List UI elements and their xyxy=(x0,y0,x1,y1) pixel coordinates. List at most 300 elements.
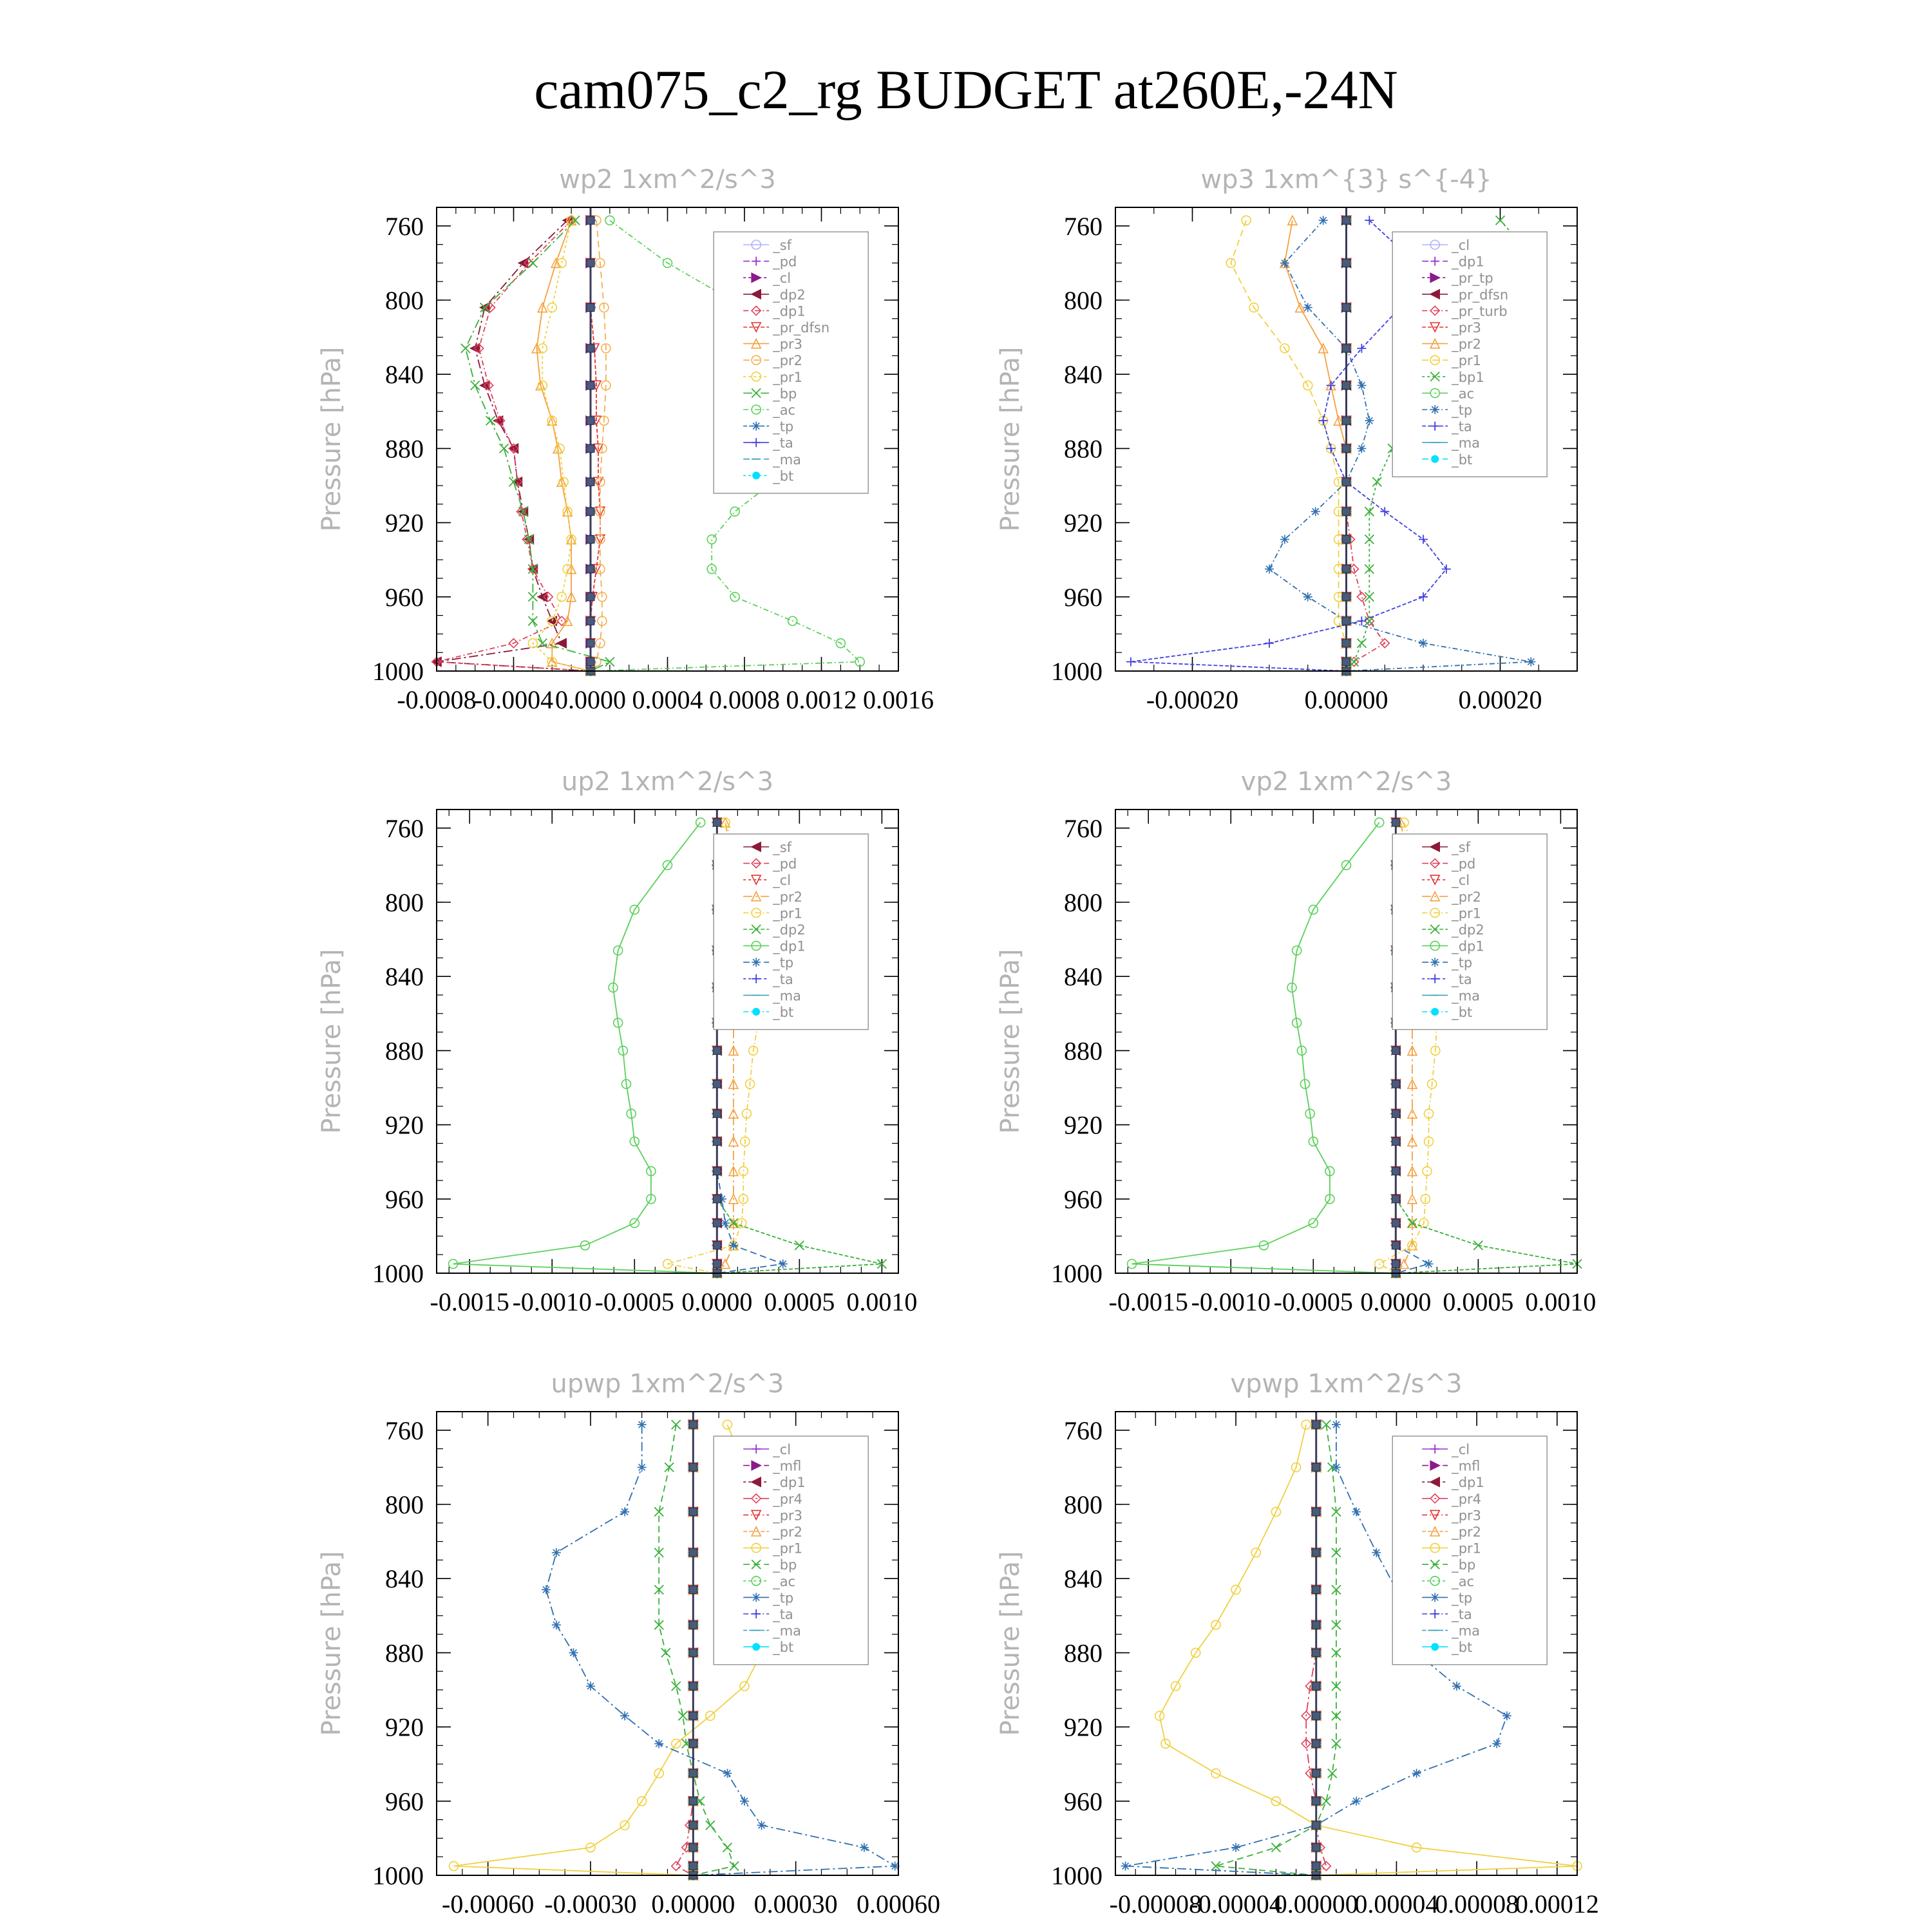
zero-marker xyxy=(713,1080,721,1088)
legend-label: _ma xyxy=(1452,435,1481,451)
legend-label: _pr1 xyxy=(1452,905,1482,922)
zero-marker xyxy=(713,1110,721,1117)
x-tick-label: 0.00012 xyxy=(1515,1889,1599,1918)
legend xyxy=(1392,1436,1547,1665)
data-point xyxy=(721,1218,730,1227)
zero-marker xyxy=(587,304,594,312)
y-tick-label: 880 xyxy=(1064,1036,1103,1066)
x-tick-label: -0.00004 xyxy=(1189,1889,1282,1918)
zero-marker xyxy=(1312,1844,1320,1852)
y-tick-label: 1000 xyxy=(1051,657,1103,686)
y-tick-label: 840 xyxy=(385,360,424,390)
data-point xyxy=(1357,444,1366,453)
legend-label: _pr2 xyxy=(1452,1524,1482,1540)
data-point xyxy=(1452,1681,1461,1690)
y-tick-label: 960 xyxy=(385,582,424,612)
zero-marker xyxy=(1312,1862,1320,1870)
data-point xyxy=(1357,381,1366,390)
zero-marker xyxy=(713,1242,721,1249)
data-point xyxy=(1319,216,1328,225)
y-tick-label: 760 xyxy=(385,211,424,241)
zero-marker xyxy=(1392,1046,1399,1054)
legend-label: _ma xyxy=(1452,1623,1481,1639)
x-tick-label: -0.00060 xyxy=(442,1889,535,1918)
x-tick-label: -0.0005 xyxy=(1273,1287,1353,1316)
legend-marker xyxy=(1431,1008,1439,1016)
data-point xyxy=(620,1711,629,1720)
legend-label: _dp2 xyxy=(773,922,806,938)
y-tick-label: 960 xyxy=(1064,1184,1103,1214)
data-point xyxy=(740,1797,749,1806)
y-tick-label: 880 xyxy=(385,434,424,464)
y-tick-label: 920 xyxy=(1064,1110,1103,1140)
y-axis-label: Pressure [hPa] xyxy=(996,1551,1025,1736)
legend-label: _dp1 xyxy=(1452,254,1484,270)
y-axis-label: Pressure [hPa] xyxy=(317,1551,346,1736)
x-tick-label: 0.0008 xyxy=(709,685,780,714)
legend xyxy=(714,834,868,1030)
x-tick-label: 0.0005 xyxy=(764,1287,835,1316)
legend-marker xyxy=(1431,1643,1439,1651)
legend-label: _pr2 xyxy=(1452,336,1482,352)
zero-marker xyxy=(689,1508,697,1516)
data-point xyxy=(723,1769,732,1778)
data-point xyxy=(757,1821,766,1830)
legend-label: _ta xyxy=(773,971,793,987)
zero-marker xyxy=(587,259,594,267)
legend-label: _pr1 xyxy=(1452,1540,1482,1557)
data-point xyxy=(542,1585,551,1594)
zero-marker xyxy=(713,1219,721,1227)
zero-marker xyxy=(1343,444,1350,452)
legend-marker xyxy=(1430,1593,1439,1602)
panel-title: upwp 1xm^2/s^3 xyxy=(551,1369,784,1399)
legend-label: _dp1 xyxy=(1452,1475,1484,1491)
data-point xyxy=(1372,1548,1381,1557)
data-point xyxy=(1502,1711,1511,1720)
y-tick-label: 1000 xyxy=(1051,1259,1103,1288)
legend-label: _pr2 xyxy=(773,1524,803,1540)
x-tick-label: 0.0012 xyxy=(786,685,857,714)
data-point xyxy=(1352,1797,1361,1806)
data-point xyxy=(586,1681,595,1690)
legend-label: _ac xyxy=(1452,386,1475,402)
legend-label: _pr_turb xyxy=(1452,303,1508,319)
y-tick-label: 760 xyxy=(385,813,424,843)
y-tick-label: 1000 xyxy=(372,1861,424,1890)
legend-label: _tp xyxy=(1452,1590,1473,1606)
data-point xyxy=(1265,565,1274,574)
x-tick-label: 0.00004 xyxy=(1354,1889,1439,1918)
legend-label: _ac xyxy=(773,1573,796,1589)
zero-marker xyxy=(587,639,594,647)
zero-marker xyxy=(713,1046,721,1054)
y-tick-label: 800 xyxy=(1064,286,1103,315)
legend-marker xyxy=(752,1593,761,1602)
zero-marker xyxy=(1343,536,1350,544)
data-point xyxy=(1526,658,1535,667)
y-tick-label: 880 xyxy=(1064,434,1103,464)
zero-marker xyxy=(713,1168,721,1175)
panel-title: vp2 1xm^2/s^3 xyxy=(1240,767,1452,797)
legend-label: _pd xyxy=(1452,856,1476,872)
legend-label: _ma xyxy=(773,988,802,1004)
zero-marker xyxy=(1343,345,1350,352)
data-point xyxy=(1332,1463,1341,1472)
legend-label: _pr4 xyxy=(1452,1491,1482,1507)
legend xyxy=(714,1436,868,1665)
legend-label: _ta xyxy=(1452,971,1472,987)
data-point xyxy=(638,1420,647,1429)
zero-marker xyxy=(689,1549,697,1557)
data-point xyxy=(552,1620,561,1629)
zero-marker xyxy=(1343,417,1350,424)
legend-label: _sf xyxy=(1452,840,1471,855)
legend-label: _pr2 xyxy=(1452,889,1482,905)
legend-label: _ta xyxy=(1452,419,1472,435)
x-tick-label: -0.0010 xyxy=(512,1287,592,1316)
legend-label: _tp xyxy=(1452,402,1473,418)
zero-marker xyxy=(1343,639,1350,647)
legend-label: _pd xyxy=(773,856,797,872)
zero-marker xyxy=(1343,565,1350,573)
data-point xyxy=(1425,1260,1434,1269)
x-tick-label: 0.00030 xyxy=(753,1889,838,1918)
data-point xyxy=(569,1648,578,1657)
x-tick-label: -0.0005 xyxy=(594,1287,674,1316)
zero-marker xyxy=(689,1682,697,1690)
zero-marker xyxy=(587,417,594,424)
y-axis-label: Pressure [hPa] xyxy=(996,346,1025,532)
zero-marker xyxy=(587,658,594,666)
data-point xyxy=(1280,535,1289,544)
zero-marker xyxy=(713,819,721,826)
legend xyxy=(1392,834,1547,1030)
y-axis-label: Pressure [hPa] xyxy=(317,346,346,532)
data-point xyxy=(1492,1739,1501,1748)
zero-marker xyxy=(1312,1649,1320,1656)
zero-marker xyxy=(1343,617,1350,625)
legend-label: _pr3 xyxy=(1452,320,1482,336)
legend-label: _bt xyxy=(1452,451,1473,468)
x-tick-label: -0.00008 xyxy=(1109,1889,1202,1918)
y-tick-label: 800 xyxy=(1064,1490,1103,1519)
legend-label: _tp xyxy=(773,1590,794,1606)
data-point xyxy=(1365,416,1374,425)
zero-marker xyxy=(1392,1110,1399,1117)
data-point xyxy=(1121,1862,1130,1871)
x-tick-label: 0.00060 xyxy=(857,1889,940,1918)
y-tick-label: 920 xyxy=(1064,508,1103,538)
legend-label: _bt xyxy=(1452,1005,1473,1020)
x-tick-label: 0.0016 xyxy=(863,685,934,714)
zero-marker xyxy=(1312,1549,1320,1557)
legend-label: _tp xyxy=(1452,955,1473,971)
zero-marker xyxy=(713,1260,721,1268)
legend-label: _bt xyxy=(1452,1640,1473,1656)
legend xyxy=(714,232,868,493)
y-tick-label: 920 xyxy=(385,1712,424,1742)
legend-label: _pr4 xyxy=(773,1491,803,1507)
y-tick-label: 960 xyxy=(385,1786,424,1816)
y-tick-label: 760 xyxy=(1064,211,1103,241)
data-point xyxy=(729,1241,738,1250)
x-tick-label: -0.0015 xyxy=(1108,1287,1188,1316)
data-point xyxy=(1332,1420,1341,1429)
legend-marker xyxy=(1430,958,1439,967)
y-tick-label: 880 xyxy=(385,1036,424,1066)
legend-label: _ma xyxy=(773,451,802,468)
y-tick-label: 1000 xyxy=(372,1259,424,1288)
legend-label: _mfl xyxy=(1452,1458,1481,1474)
zero-marker xyxy=(1392,1080,1399,1088)
x-tick-label: -0.0015 xyxy=(430,1287,509,1316)
legend-label: _pr_tp xyxy=(1452,270,1493,287)
legend-label: _bt xyxy=(773,1640,794,1656)
zero-marker xyxy=(1312,1508,1320,1516)
legend-label: _bt xyxy=(773,1005,794,1020)
y-tick-label: 880 xyxy=(385,1638,424,1668)
x-tick-label: 0.0000 xyxy=(555,685,626,714)
y-tick-label: 840 xyxy=(1064,1564,1103,1594)
data-point xyxy=(552,1548,561,1557)
y-tick-label: 800 xyxy=(1064,888,1103,917)
zero-marker xyxy=(689,1621,697,1629)
legend-label: _pr2 xyxy=(773,889,803,905)
legend-label: _pr1 xyxy=(773,369,803,385)
zero-marker xyxy=(587,345,594,352)
y-axis-label: Pressure [hPa] xyxy=(996,949,1025,1134)
zero-marker xyxy=(587,478,594,486)
zero-marker xyxy=(1392,1242,1399,1249)
y-tick-label: 920 xyxy=(385,1110,424,1140)
y-tick-label: 760 xyxy=(1064,1416,1103,1445)
panel-title: vpwp 1xm^2/s^3 xyxy=(1230,1369,1463,1399)
legend-label: _pd xyxy=(773,254,797,270)
zero-marker xyxy=(1343,216,1350,224)
legend-label: _dp2 xyxy=(773,287,806,303)
y-tick-label: 760 xyxy=(385,1416,424,1445)
zero-marker xyxy=(1312,1586,1320,1593)
legend-label: _bt xyxy=(773,468,794,484)
y-tick-label: 800 xyxy=(385,888,424,917)
legend-marker xyxy=(752,1008,760,1016)
legend-label: _bp xyxy=(773,1557,797,1573)
legend-label: _pr1 xyxy=(773,1540,803,1557)
x-tick-label: 0.0010 xyxy=(1525,1287,1596,1316)
data-point xyxy=(638,1463,647,1472)
legend-label: _pr_dfsn xyxy=(1452,287,1509,303)
data-point xyxy=(620,1508,629,1517)
x-tick-label: 0.00000 xyxy=(651,1889,735,1918)
x-tick-label: 0.0000 xyxy=(681,1287,753,1316)
y-tick-label: 880 xyxy=(1064,1638,1103,1668)
y-tick-label: 800 xyxy=(385,286,424,315)
zero-marker xyxy=(689,1712,697,1719)
data-point xyxy=(1419,639,1428,648)
zero-marker xyxy=(587,565,594,573)
zero-marker xyxy=(1312,1712,1320,1719)
zero-marker xyxy=(1312,1821,1320,1829)
legend-label: _cl xyxy=(773,1442,791,1457)
zero-marker xyxy=(1312,1797,1320,1805)
zero-marker xyxy=(689,1844,697,1852)
legend-label: _tp xyxy=(773,419,794,435)
x-tick-label: 0.00000 xyxy=(1304,685,1388,714)
figure-title: cam075_c2_rg BUDGET at260E,-24N xyxy=(534,59,1398,120)
legend-label: _cl xyxy=(773,270,791,287)
legend-label: _pr1 xyxy=(1452,353,1482,369)
x-tick-label: 0.0004 xyxy=(632,685,703,714)
legend-label: _pr3 xyxy=(773,1508,803,1524)
zero-marker xyxy=(587,536,594,544)
legend-label: _cl xyxy=(773,873,791,889)
panel-title: up2 1xm^2/s^3 xyxy=(561,767,774,797)
data-point xyxy=(1412,1769,1421,1778)
panel-title: wp3 1xm^{3} s^{-4} xyxy=(1200,165,1492,194)
legend-label: _bp1 xyxy=(1452,369,1484,385)
zero-marker xyxy=(689,1862,697,1870)
zero-marker xyxy=(1343,259,1350,267)
legend xyxy=(1392,232,1547,477)
zero-marker xyxy=(1312,1621,1320,1629)
legend-label: _sf xyxy=(773,238,792,253)
y-tick-label: 840 xyxy=(385,962,424,992)
zero-marker xyxy=(689,1740,697,1748)
zero-marker xyxy=(1343,304,1350,312)
x-tick-label: -0.00030 xyxy=(544,1889,637,1918)
x-tick-label: 0.0010 xyxy=(846,1287,918,1316)
zero-marker xyxy=(1312,1770,1320,1777)
data-point xyxy=(1231,1843,1240,1852)
data-point xyxy=(1352,1508,1361,1517)
legend-label: _ac xyxy=(1452,1573,1475,1589)
zero-marker xyxy=(587,507,594,515)
zero-marker xyxy=(689,1586,697,1593)
zero-marker xyxy=(1343,478,1350,486)
legend-label: _dp1 xyxy=(773,303,806,319)
zero-marker xyxy=(1343,658,1350,666)
x-tick-label: -0.00020 xyxy=(1146,685,1239,714)
zero-marker xyxy=(689,1463,697,1471)
data-point xyxy=(860,1843,869,1852)
legend-label: _ta xyxy=(773,435,793,451)
legend-marker xyxy=(752,471,760,479)
x-tick-label: 0.00020 xyxy=(1458,685,1542,714)
legend-label: _ac xyxy=(773,402,796,418)
zero-marker xyxy=(587,381,594,389)
legend-label: _tp xyxy=(773,955,794,971)
x-tick-label: 0.00008 xyxy=(1435,1889,1519,1918)
y-tick-label: 800 xyxy=(385,1490,424,1519)
legend-marker xyxy=(1430,405,1439,414)
zero-marker xyxy=(1343,593,1350,601)
y-tick-label: 1000 xyxy=(372,657,424,686)
legend-label: _mfl xyxy=(773,1458,802,1474)
zero-marker xyxy=(1392,1168,1399,1175)
x-tick-label: -0.0010 xyxy=(1191,1287,1271,1316)
legend-label: _ma xyxy=(773,1623,802,1639)
legend-marker xyxy=(752,422,761,431)
legend-marker xyxy=(752,958,761,967)
zero-marker xyxy=(587,617,594,625)
y-tick-label: 920 xyxy=(385,508,424,538)
zero-marker xyxy=(1392,1219,1399,1227)
legend-marker xyxy=(752,1643,760,1651)
legend-label: _pr3 xyxy=(1452,1508,1482,1524)
zero-marker xyxy=(587,216,594,224)
y-tick-label: 840 xyxy=(385,1564,424,1594)
legend-label: _pr1 xyxy=(773,905,803,922)
y-tick-label: 1000 xyxy=(1051,1861,1103,1890)
legend-label: _dp1 xyxy=(773,938,806,954)
legend-label: _pr3 xyxy=(773,336,803,352)
zero-marker xyxy=(1392,1260,1399,1268)
zero-marker xyxy=(1312,1682,1320,1690)
zero-marker xyxy=(1312,1463,1320,1471)
legend-label: _ma xyxy=(1452,988,1481,1004)
x-tick-label: 0.00000 xyxy=(1274,1889,1358,1918)
y-axis-label: Pressure [hPa] xyxy=(317,949,346,1134)
y-tick-label: 840 xyxy=(1064,360,1103,390)
zero-marker xyxy=(1392,819,1399,826)
legend-marker xyxy=(1431,455,1439,463)
zero-marker xyxy=(1312,1740,1320,1748)
legend-label: _bp xyxy=(773,386,797,402)
y-tick-label: 960 xyxy=(1064,1786,1103,1816)
panel-title: wp2 1xm^2/s^3 xyxy=(559,165,776,194)
data-point xyxy=(1280,258,1289,267)
legend-label: _sf xyxy=(773,840,792,855)
zero-marker xyxy=(587,444,594,452)
y-tick-label: 960 xyxy=(1064,582,1103,612)
y-tick-label: 760 xyxy=(1064,813,1103,843)
x-tick-label: 0.0000 xyxy=(1360,1287,1432,1316)
data-point xyxy=(654,1739,663,1748)
x-tick-label: 0.0005 xyxy=(1443,1287,1514,1316)
legend-label: _dp1 xyxy=(1452,938,1484,954)
y-tick-label: 840 xyxy=(1064,962,1103,992)
x-tick-label: -0.0008 xyxy=(397,685,477,714)
legend-label: _cl xyxy=(1452,873,1470,889)
legend-label: _cl xyxy=(1452,238,1470,253)
zero-marker xyxy=(713,1138,721,1146)
legend-label: _ta xyxy=(773,1607,793,1622)
zero-marker xyxy=(689,1421,697,1428)
data-point xyxy=(1303,592,1312,601)
zero-marker xyxy=(1343,507,1350,515)
zero-marker xyxy=(689,1797,697,1805)
data-point xyxy=(779,1260,788,1269)
data-point xyxy=(1303,303,1312,312)
legend-label: _bp xyxy=(1452,1557,1476,1573)
zero-marker xyxy=(689,1649,697,1656)
legend-label: _dp1 xyxy=(773,1475,806,1491)
legend-label: _pr2 xyxy=(773,353,803,369)
legend-label: _pr_dfsn xyxy=(773,320,830,336)
zero-marker xyxy=(1392,1195,1399,1203)
zero-marker xyxy=(1392,1138,1399,1146)
zero-marker xyxy=(1343,381,1350,389)
x-tick-label: -0.0004 xyxy=(473,685,554,714)
zero-marker xyxy=(689,1770,697,1777)
y-tick-label: 960 xyxy=(385,1184,424,1214)
legend-label: _ta xyxy=(1452,1607,1472,1622)
zero-marker xyxy=(1312,1421,1320,1428)
zero-marker xyxy=(587,593,594,601)
y-tick-label: 920 xyxy=(1064,1712,1103,1742)
legend-label: _dp2 xyxy=(1452,922,1484,938)
